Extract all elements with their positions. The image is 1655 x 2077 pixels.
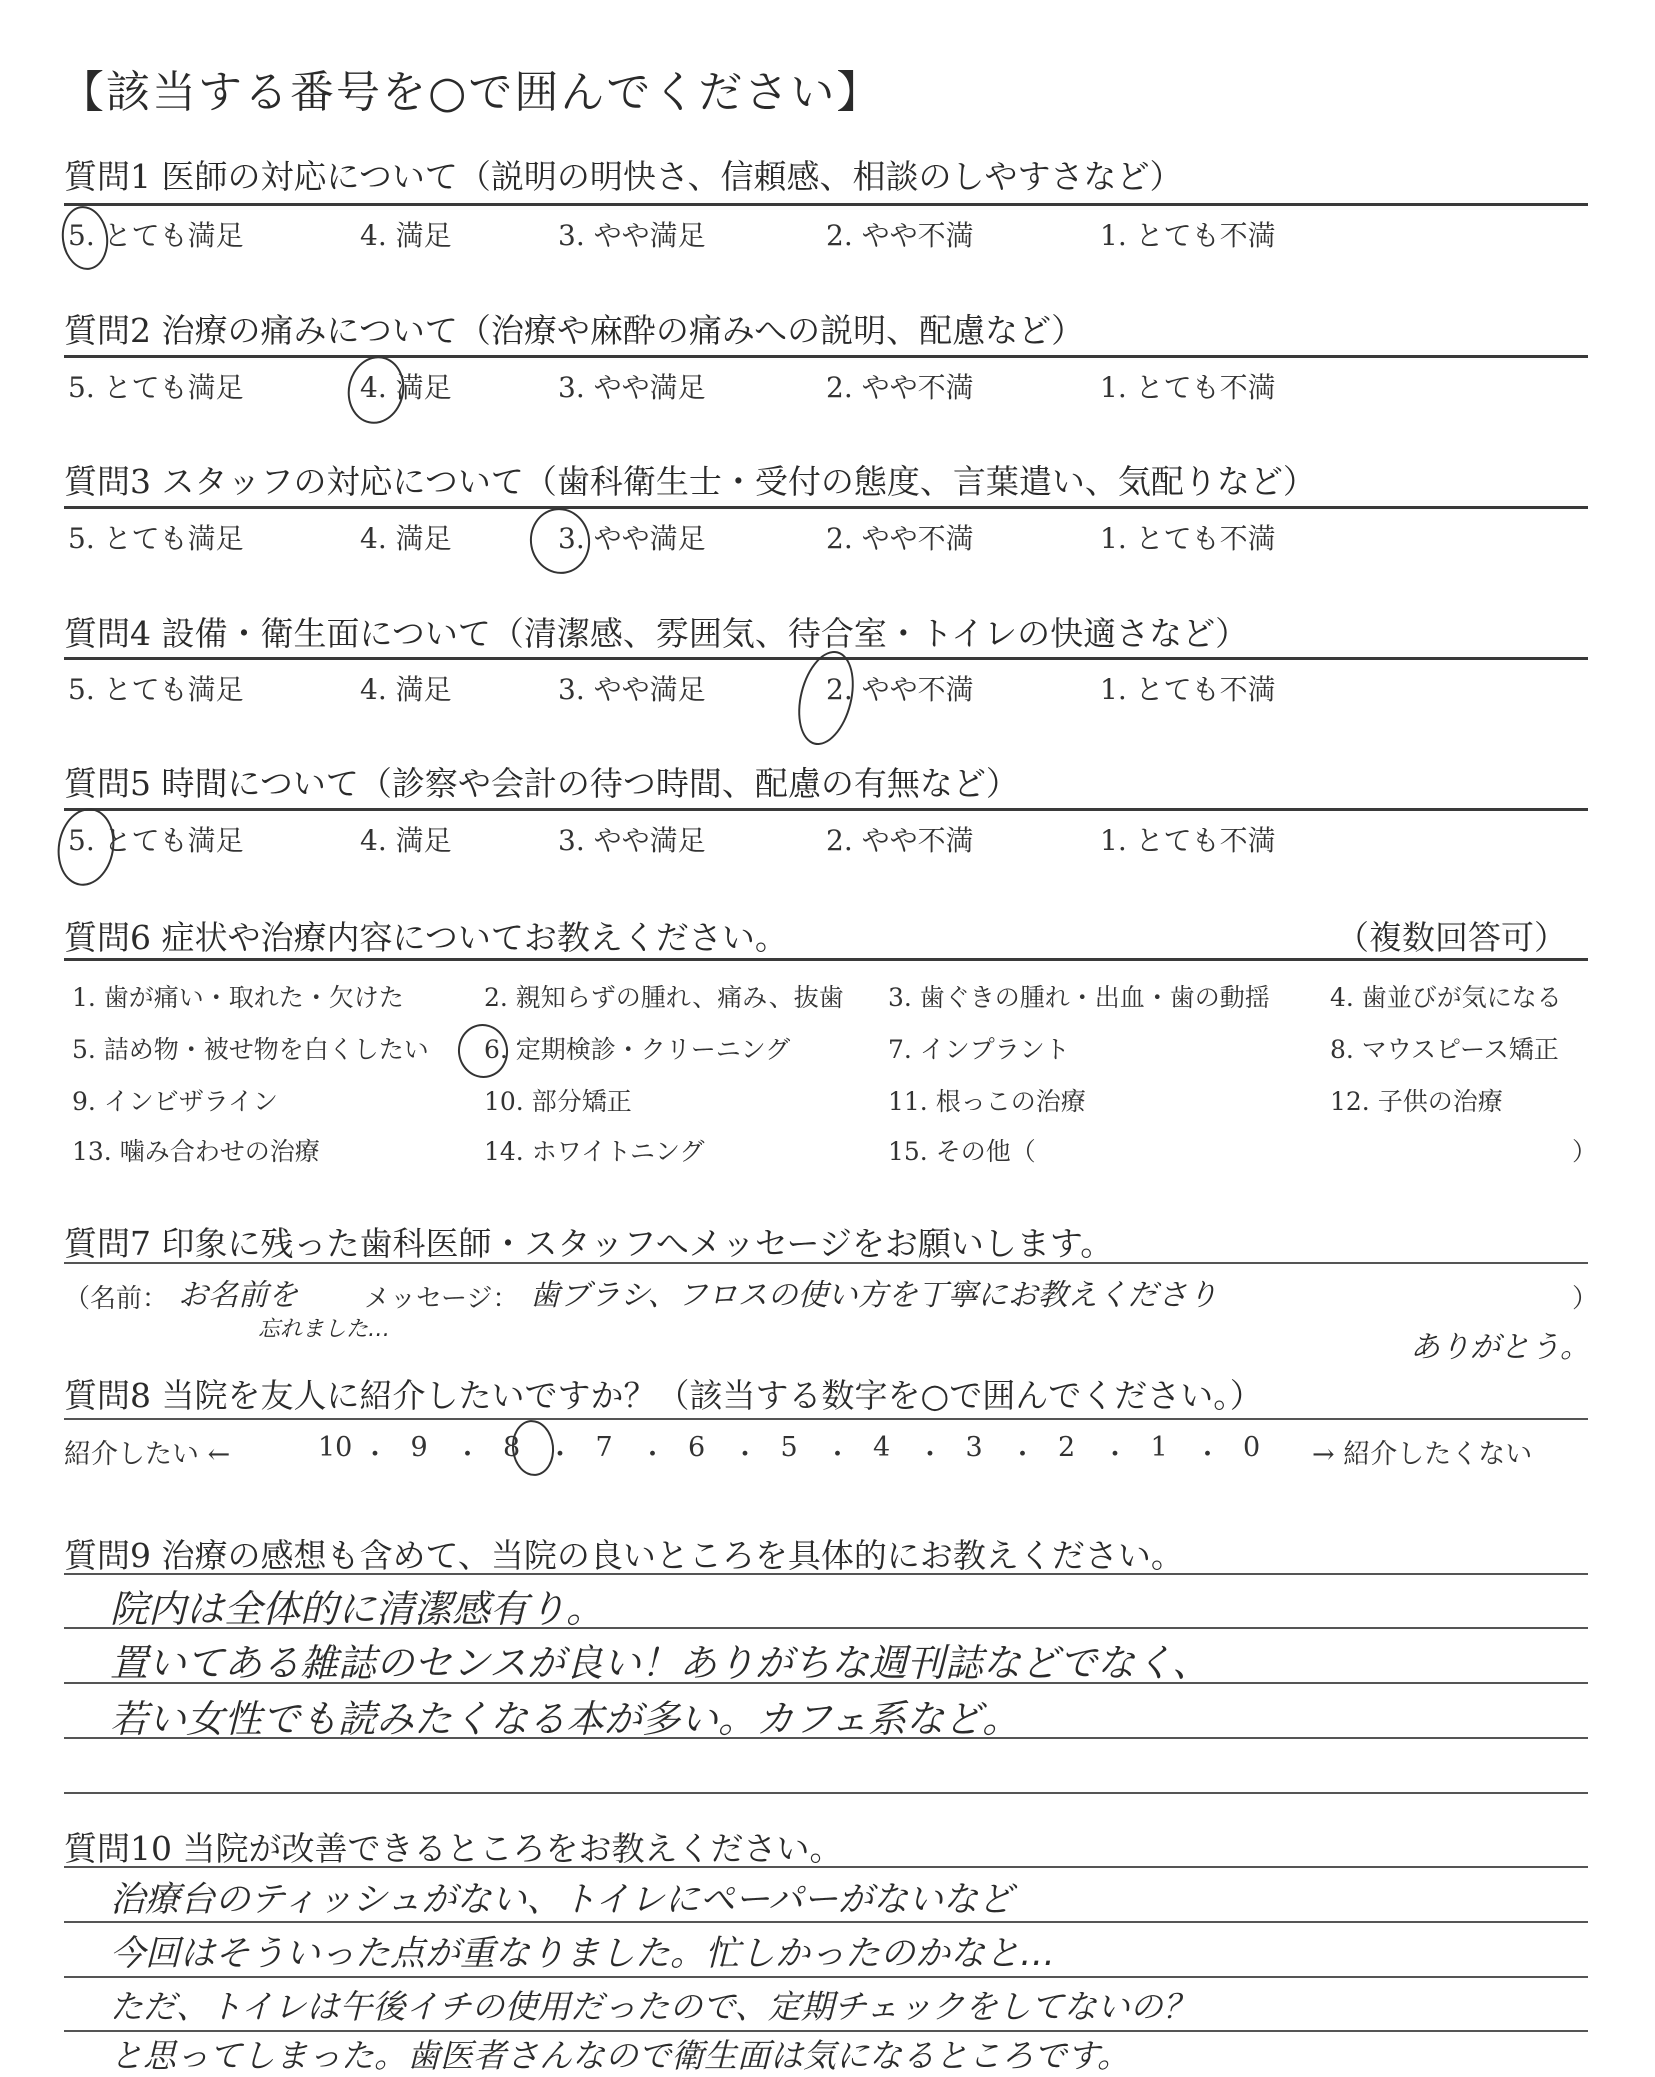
q3-option-5[interactable]: 5. とても満足 bbox=[68, 522, 244, 555]
q3-selection-circle bbox=[525, 503, 596, 578]
q6-item-2[interactable]: 2. 親知らずの腫れ、痛み、抜歯 bbox=[484, 983, 844, 1012]
q4-option-5[interactable]: 5. とても満足 bbox=[68, 673, 244, 706]
q8-scale-separator: ・ bbox=[1009, 1440, 1036, 1470]
q6-item-9[interactable]: 9. インビザライン bbox=[72, 1087, 279, 1116]
q7-rule bbox=[64, 1262, 1588, 1264]
q2-option-2[interactable]: 2. やや不満 bbox=[826, 371, 974, 404]
q6-rule bbox=[64, 958, 1588, 961]
q4-option-3[interactable]: 3. やや満足 bbox=[558, 673, 706, 706]
q8-scale-value-7[interactable]: 7 bbox=[595, 1432, 613, 1463]
q8-scale-value-10[interactable]: 10 bbox=[318, 1432, 353, 1463]
q4-option-4[interactable]: 4. 満足 bbox=[360, 673, 452, 706]
q6-item-11[interactable]: 11. 根っこの治療 bbox=[888, 1087, 1086, 1116]
q7-close-paren: ） bbox=[1572, 1284, 1599, 1314]
q8-scale-separator: ・ bbox=[454, 1440, 481, 1470]
q1-option-2[interactable]: 2. やや不満 bbox=[826, 219, 974, 252]
q6-item-3[interactable]: 3. 歯ぐきの腫れ・出血・歯の動揺 bbox=[888, 983, 1270, 1012]
q8-scale-value-2[interactable]: 2 bbox=[1058, 1432, 1076, 1463]
q8-left-label: 紹介したい ← bbox=[64, 1439, 231, 1470]
q6-item-7[interactable]: 7. インプラント bbox=[888, 1035, 1070, 1064]
q7-message-handwritten-1: 歯ブラシ、フロスの使い方を丁寧にお教えくださり bbox=[530, 1278, 1218, 1313]
q5-rule bbox=[64, 808, 1588, 811]
q8-scale-value-6[interactable]: 6 bbox=[688, 1432, 706, 1463]
q10-rule-1 bbox=[64, 1866, 1588, 1868]
q8-scale-separator: ・ bbox=[362, 1440, 389, 1470]
q8-scale-separator: ・ bbox=[824, 1440, 851, 1470]
q5-option-3[interactable]: 3. やや満足 bbox=[558, 824, 706, 857]
q6-item-8[interactable]: 8. マウスピース矯正 bbox=[1330, 1035, 1559, 1064]
q6-note: （複数回答可） bbox=[1336, 918, 1567, 957]
q5-heading: 質問5 時間について（診察や会計の待つ時間、配慮の有無など） bbox=[64, 764, 1019, 803]
q1-option-1[interactable]: 1. とても不満 bbox=[1100, 219, 1276, 252]
q8-scale-separator: ・ bbox=[639, 1440, 666, 1470]
q6-item-4[interactable]: 4. 歯並びが気になる bbox=[1330, 983, 1562, 1012]
q10-answer-line-1: 治療台のティッシュがない、トイレにペーパーがないなど bbox=[110, 1880, 1014, 1920]
q3-option-3[interactable]: 3. やや満足 bbox=[558, 522, 706, 555]
q7-message-handwritten-2: ありがとう。 bbox=[1410, 1330, 1590, 1365]
q1-option-5[interactable]: 5. とても満足 bbox=[68, 219, 244, 252]
q4-option-1[interactable]: 1. とても不満 bbox=[1100, 673, 1276, 706]
q10-rule-3 bbox=[64, 1976, 1588, 1978]
q2-selection-circle bbox=[342, 351, 411, 429]
q2-option-5[interactable]: 5. とても満足 bbox=[68, 371, 244, 404]
q8-scale-separator: ・ bbox=[917, 1440, 944, 1470]
q6-item-12[interactable]: 12. 子供の治療 bbox=[1330, 1087, 1503, 1116]
q8-scale-value-9[interactable]: 9 bbox=[410, 1432, 428, 1463]
q6-heading: 質問6 症状や治療内容についてお教えください。 bbox=[64, 918, 788, 957]
q5-option-1[interactable]: 1. とても不満 bbox=[1100, 824, 1276, 857]
q5-option-5[interactable]: 5. とても満足 bbox=[68, 824, 244, 857]
q7-name-handwritten-2: 忘れました… bbox=[258, 1317, 391, 1342]
q6-item-13[interactable]: 13. 噛み合わせの治療 bbox=[72, 1137, 320, 1166]
q9-answer-line-2: 置いてある雑誌のセンスが良い！ありがちな週刊誌などでなく、 bbox=[110, 1641, 1211, 1685]
q3-option-1[interactable]: 1. とても不満 bbox=[1100, 522, 1276, 555]
q8-scale-value-4[interactable]: 4 bbox=[873, 1432, 891, 1463]
q4-selection-circle bbox=[789, 645, 863, 751]
q2-option-4[interactable]: 4. 満足 bbox=[360, 371, 452, 404]
q2-heading: 質問2 治療の痛みについて（治療や麻酔の痛みへの説明、配慮など） bbox=[64, 311, 1085, 350]
q8-scale-value-5[interactable]: 5 bbox=[780, 1432, 798, 1463]
q2-option-1[interactable]: 1. とても不満 bbox=[1100, 371, 1276, 404]
q4-option-2[interactable]: 2. やや不満 bbox=[826, 673, 974, 706]
q6-item-10[interactable]: 10. 部分矯正 bbox=[484, 1087, 632, 1116]
q8-scale-separator: ・ bbox=[1194, 1440, 1221, 1470]
q9-answer-line-1: 院内は全体的に清潔感有り。 bbox=[110, 1587, 605, 1631]
q1-rule bbox=[64, 203, 1588, 206]
q8-right-label: → 紹介したくない bbox=[1312, 1439, 1533, 1470]
q6-other-close-paren: ） bbox=[1572, 1137, 1598, 1166]
q3-rule bbox=[64, 506, 1588, 509]
page-title: 【該当する番号を○で囲んでください】 bbox=[60, 67, 883, 118]
q5-option-4[interactable]: 4. 満足 bbox=[360, 824, 452, 857]
q6-item-6[interactable]: 6. 定期検診・クリーニング bbox=[484, 1035, 791, 1064]
q3-option-4[interactable]: 4. 満足 bbox=[360, 522, 452, 555]
q8-scale-separator: ・ bbox=[1102, 1440, 1129, 1470]
q10-answer-line-2: 今回はそういった点が重なりました。忙しかったのかなと… bbox=[110, 1934, 1056, 1974]
q10-answer-line-4: と思ってしまった。歯医者さんなので衛生面は気になるところです。 bbox=[110, 2036, 1131, 2075]
q7-message-label: メッセージ： bbox=[364, 1284, 519, 1314]
q9-rule-5 bbox=[64, 1792, 1588, 1794]
q7-name-label: （名前： bbox=[64, 1284, 169, 1314]
q1-option-3[interactable]: 3. やや満足 bbox=[558, 219, 706, 252]
q6-item-1[interactable]: 1. 歯が痛い・取れた・欠けた bbox=[72, 983, 404, 1012]
q9-answer-line-3: 若い女性でも読みたくなる本が多い。カフェ系など。 bbox=[110, 1697, 1021, 1741]
q8-scale-separator: ・ bbox=[732, 1440, 759, 1470]
q8-scale-value-3[interactable]: 3 bbox=[965, 1432, 983, 1463]
q10-heading: 質問10 当院が改善できるところをお教えください。 bbox=[64, 1829, 843, 1868]
q1-option-4[interactable]: 4. 満足 bbox=[360, 219, 452, 252]
q8-scale-value-0[interactable]: 0 bbox=[1243, 1432, 1261, 1463]
q3-heading: 質問3 スタッフの対応について（歯科衛生士・受付の態度、言葉遣い、気配りなど） bbox=[64, 462, 1316, 501]
q2-option-3[interactable]: 3. やや満足 bbox=[558, 371, 706, 404]
q3-option-2[interactable]: 2. やや不満 bbox=[826, 522, 974, 555]
q2-rule bbox=[64, 355, 1588, 358]
q5-selection-circle bbox=[52, 804, 121, 891]
q8-scale-value-8[interactable]: 8 bbox=[503, 1432, 521, 1463]
q1-heading: 質問1 医師の対応について（説明の明快さ、信頼感、相談のしやすさなど） bbox=[64, 157, 1183, 196]
q8-heading: 質問8 当院を友人に紹介したいですか？（該当する数字を○で囲んでください。） bbox=[64, 1376, 1263, 1415]
q8-scale-separator: ・ bbox=[547, 1440, 574, 1470]
q10-answer-line-3: ただ、トイレは午後イチの使用だったので、定期チェックをしてないの？ bbox=[110, 1987, 1196, 2026]
q4-heading: 質問4 設備・衛生面について（清潔感、雰囲気、待合室・トイレの快適さなど） bbox=[64, 614, 1249, 653]
q6-item-15[interactable]: 15. その他（ bbox=[888, 1137, 1036, 1166]
q9-rule-1 bbox=[64, 1573, 1588, 1575]
q5-option-2[interactable]: 2. やや不満 bbox=[826, 824, 974, 857]
q8-scale-value-1[interactable]: 1 bbox=[1150, 1432, 1168, 1463]
q7-name-handwritten-1: お名前を bbox=[178, 1278, 298, 1313]
q6-item-14[interactable]: 14. ホワイトニング bbox=[484, 1137, 705, 1166]
q8-rule bbox=[64, 1418, 1588, 1420]
q9-heading: 質問9 治療の感想も含めて、当院の良いところを具体的にお教えください。 bbox=[64, 1536, 1184, 1575]
q7-heading: 質問7 印象に残った歯科医師・スタッフへメッセージをお願いします。 bbox=[64, 1224, 1114, 1263]
q6-item-5[interactable]: 5. 詰め物・被せ物を白くしたい bbox=[72, 1035, 429, 1064]
